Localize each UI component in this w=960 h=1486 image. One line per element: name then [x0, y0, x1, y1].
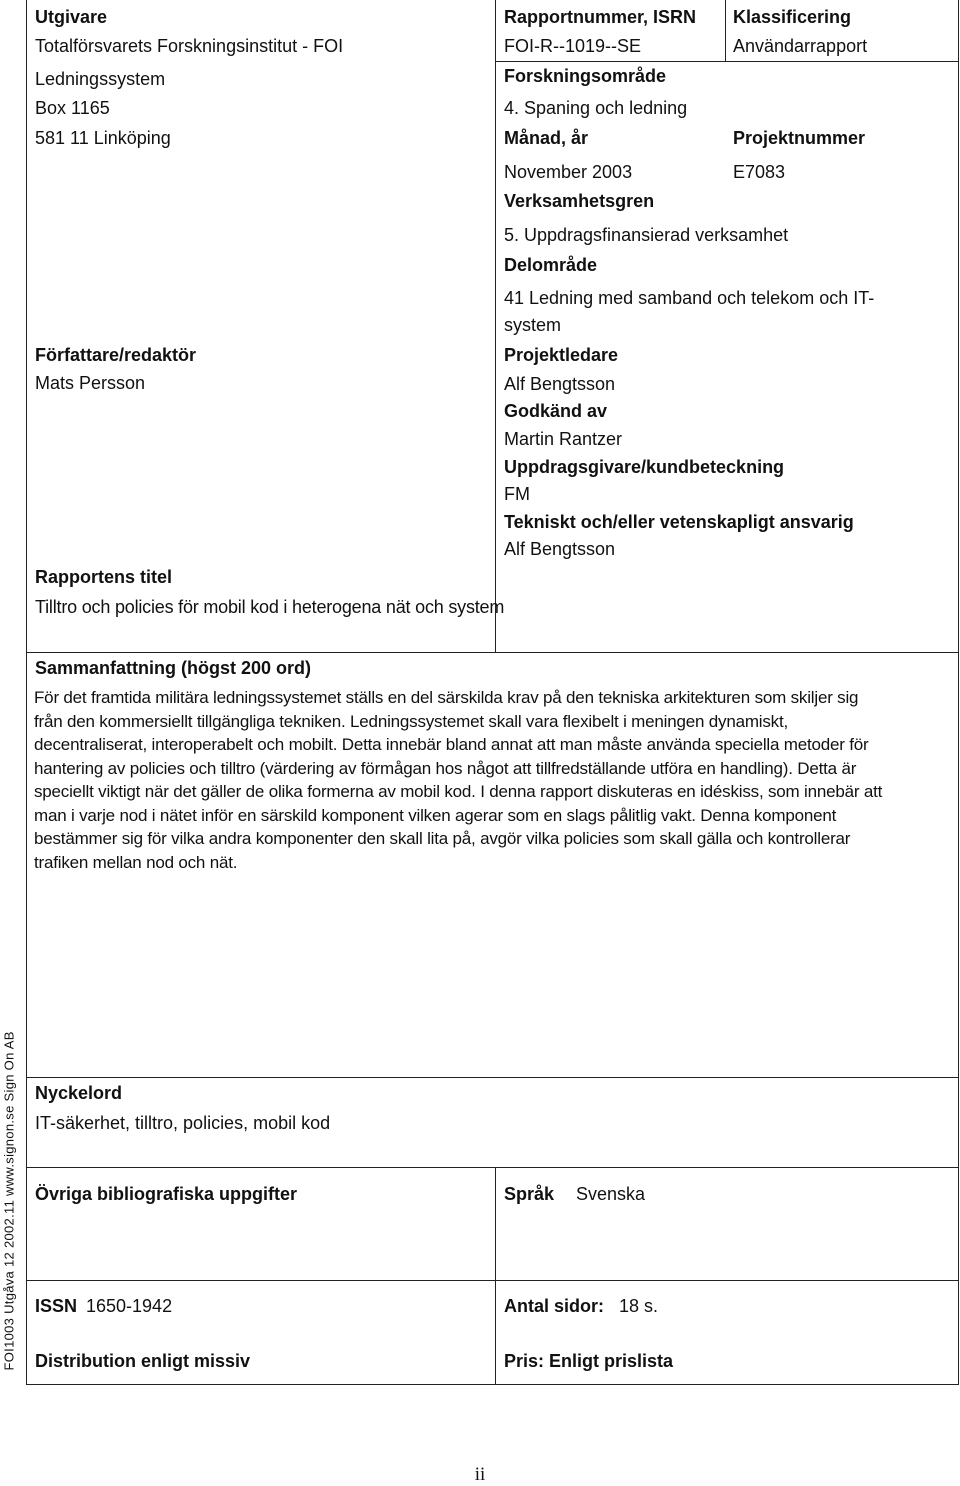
utgivare-label: Utgivare: [35, 7, 108, 27]
verksamhetsgren-label: Verksamhetsgren: [504, 191, 655, 211]
uppdragsgivare-label: Uppdragsgivare/kundbeteckning: [504, 457, 785, 477]
summary-label: Sammanfattning (högst 200 ord): [35, 658, 312, 678]
rapportnummer-label: Rapportnummer, ISRN: [504, 7, 697, 27]
verksamhetsgren-value: 5. Uppdragsfinansierad verksamhet: [504, 225, 789, 245]
summary-line: bestämmer sig för vilka andra komponenter den skall lita på, avgör vilka policies som skall gälla och kontrollerar: [34, 829, 851, 848]
ovriga-label: Övriga bibliografiska uppgifter: [35, 1184, 298, 1204]
utgivare-line: Totalförsvarets Forskningsinstitut - FOI: [35, 36, 344, 56]
manad-label: Månad, år: [504, 128, 589, 148]
distribution-label: Distribution enligt missiv: [35, 1351, 251, 1371]
page-number: ii: [474, 1464, 486, 1485]
klassificering-label: Klassificering: [733, 7, 852, 27]
sprak-value: Svenska: [576, 1184, 646, 1204]
manad-value: November 2003: [504, 162, 633, 182]
nyckelord-value: IT-säkerhet, tilltro, policies, mobil kod: [35, 1113, 331, 1133]
issn-label: ISSN: [35, 1296, 78, 1316]
rule: [725, 0, 726, 61]
utgivare-line: 581 11 Linköping: [35, 128, 171, 148]
delomrade-label: Delområde: [504, 255, 598, 275]
issn-value: 1650-1942: [86, 1296, 173, 1316]
rule: [26, 652, 959, 653]
rule: [26, 1280, 959, 1281]
summary-text: [34, 686, 954, 874]
utgivare-line: Ledningssystem: [35, 69, 166, 89]
summary-line: decentraliserat, interoperabelt och mobilt. Detta innebär bland annat att man måste använda speciella metoder för: [34, 735, 869, 754]
ansvarig-label: Tekniskt och/eller vetenskapligt ansvarig: [504, 512, 854, 532]
klassificering-value: Användarrapport: [733, 36, 868, 56]
antal-value: 18 s.: [619, 1296, 659, 1316]
summary-line: hantering av policies och tilltro (värdering av förmågan hos något att tillfredställande utföra en handling). Detta är: [34, 758, 857, 778]
projektnummer-value: E7083: [733, 162, 786, 182]
godkand-label: Godkänd av: [504, 401, 608, 421]
delomrade-value: 41 Ledning med samband och telekom och IT-: [504, 288, 875, 308]
rule: [495, 1167, 496, 1385]
summary-line: speciellt viktigt när det gäller de olika formerna av mobil kod. I denna rapport diskuteras en idéskiss, som innebär att: [34, 782, 883, 801]
rule: [26, 1077, 959, 1078]
projektledare-value: Alf Bengtsson: [504, 374, 616, 394]
rule: [26, 1167, 959, 1168]
title-label: Rapportens titel: [35, 567, 173, 587]
summary-line: man i varje nod i nätet inför en särskild komponent vilken agerar som en slags pålitlig vakt. Denna komponent: [34, 805, 837, 825]
summary-line: trafiken mellan nod och nät.: [34, 852, 238, 872]
delomrade-value: system: [504, 315, 562, 335]
sprak-label: Språk: [504, 1184, 555, 1204]
uppdragsgivare-value: FM: [504, 484, 530, 504]
author-label: Författare/redaktör: [35, 345, 197, 365]
pris-label: Pris: Enligt prislista: [504, 1351, 674, 1371]
title-value: Tilltro och policies för mobil kod i heterogena nät och system: [35, 597, 505, 617]
godkand-value: Martin Rantzer: [504, 429, 623, 449]
utgivare-line: Box 1165: [35, 98, 110, 118]
forskningsomrade-value: 4. Spaning och ledning: [504, 98, 688, 118]
form-code-side-text: FOI1003 Utgåva 12 2002.11 www.signon.se Sign On AB: [1, 1031, 17, 1371]
antal-label: Antal sidor:: [504, 1296, 605, 1316]
summary-line: För det framtida militära ledningssystemet ställs en del särskilda krav på den tekniska arkitekturen som skiljer sig: [34, 688, 859, 707]
ansvarig-value: Alf Bengtsson: [504, 539, 616, 559]
rapportnummer-value: FOI-R--1019--SE: [504, 36, 642, 56]
projektnummer-label: Projektnummer: [733, 128, 866, 148]
nyckelord-label: Nyckelord: [35, 1083, 123, 1103]
projektledare-label: Projektledare: [504, 345, 619, 365]
author-value: Mats Persson: [35, 373, 146, 393]
forskningsomrade-label: Forskningsområde: [504, 66, 667, 86]
summary-line: från den kommersiellt tillgängliga tekniken. Ledningssystemet skall vara flexibelt i meningen dynamiskt,: [34, 711, 789, 731]
rule: [495, 61, 959, 62]
rule: [495, 0, 496, 652]
